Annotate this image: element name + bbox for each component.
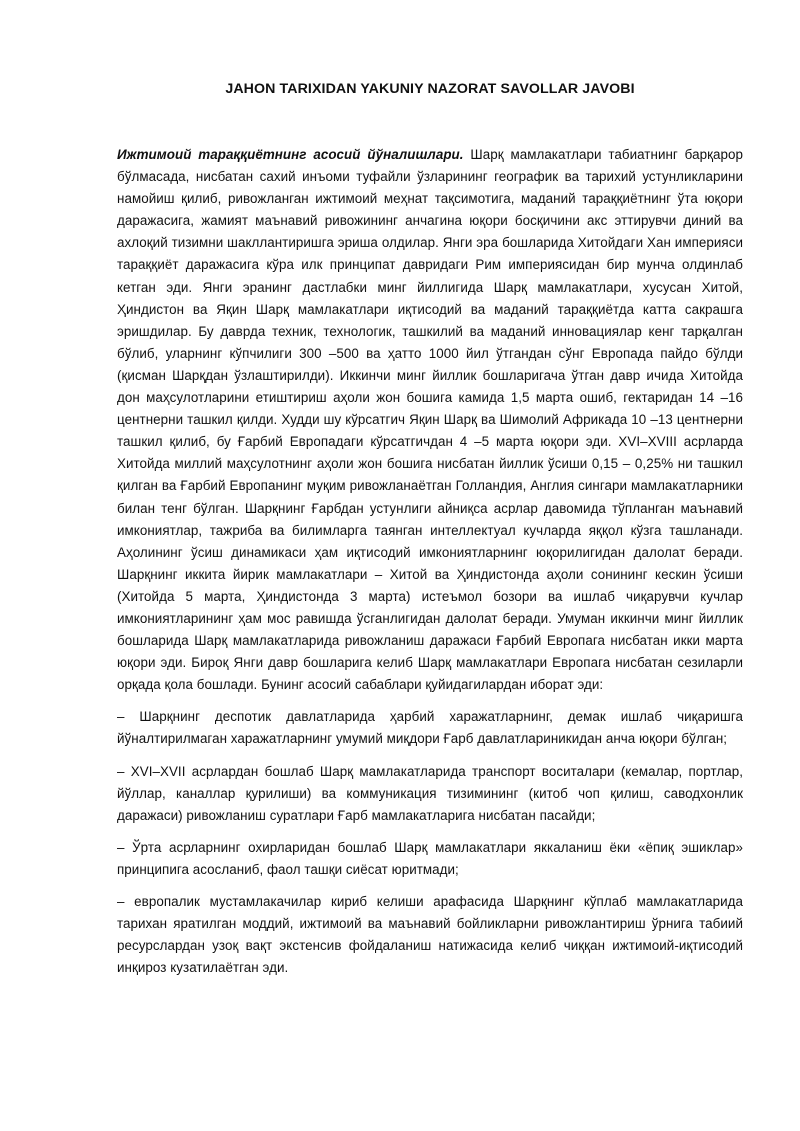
document-title: JAHON TARIXIDAN YAKUNIY NAZORAT SAVOLLAR JAVOBI xyxy=(225,81,635,97)
reason-item-2: – XVI–XVII асрлардан бошлаб Шарқ мамлакатларида транспорт воситалари (кемалар, портлар, йўллар, каналлар қурилиши) ва коммуникация тизимининг (китоб чоп қилиш, саводхонлик даражаси) ривожланиш суратлари Ғарб мамлакатларига нисбатан пасайди; xyxy=(117,763,743,823)
reason-item-4: – европалик мустамлакачилар кириб келиши арафасида Шарқнинг кўплаб мамлакатларида тарихан яратилган моддий, ижтимоий ва маънавий бойликларни ривожлантириш ўрнига табиий ресурслардан узоқ вақт экстенсив фойдаланиш натижасида келиб чиққан ижтимоий-иқтисодий инқироз кузатилаётган эди. xyxy=(117,894,743,976)
intro-paragraph xyxy=(117,144,743,696)
section-heading: Ижтимоий тараққиётнинг асосий йўналишлари. xyxy=(117,147,464,162)
intro-text: Шарқ мамлакатлари табиатнинг барқарор бўлмасада, нисбатан сахий инъоми туфайли ўзларининг географик ва тарихий устунликларини намойиш қилиб, ривожланган ижтимоий меҳнат тақсимотига, маданий тараққиётнинг ўта юқори даражасига, жамият маънавий ривожининг анчагина юқори босқичини акс эттирувчи диний ва ахлоқий тизимни шакллантиришга эриша олдилар. Янги эра бошларида Хитойдаги Хан империяси тараққиёт даражасига кўра илк принципат давридаги Рим империясидан бир мунча олдинлаб кетган эди. Янги эранинг дастлабки минг йиллигида Шарқ мамлакатлари, хусусан Хитой, Ҳиндистон ва Яқин Шарқ мамлакатлари иқтисодий ва маданий тараққиётда катта сакрашга эришдилар. Бу даврда техник, технологик, ташкилий ва маданий инновациялар кенг тарқалган бўлиб, уларнинг кўпчилиги 300 –500 ва ҳатто 1000 йил ўтгандан сўнг Европада пайдо бўлди (қисман Шарқдан ўзлаштирилди). Иккинчи минг йиллик бошларигача ўтган давр ичида Хитойда дон маҳсулотларини етиштириш аҳоли жон бошига камида 1,5 марта ошиб, гектаридан 14 –16 центнерни ташкил қилди. Худди шу кўрсатгич Яқин Шарқ ва Шимолий Африкада 10 –13 центнерни ташкил қилиб, бу Ғарбий Европадаги кўрсатгичдан 4 –5 марта юқори эди. XVI–XVIII асрларда Хитойда миллий маҳсулотнинг аҳоли жон бошига нисбатан йиллик ўсиши 0,15 – 0,25% ни ташкил қилган ва Ғарбий Европанинг муқим ривожланаётган Голландия, Англия сингари мамлакатларники билан тенг бўлган. Шарқнинг Ғарбдан устунлиги айниқса асрлар давомида тўпланган маънавий имкониятлар, тажриба ва билимларга таянган интеллектуал кучларда яққол кўзга ташланади. Аҳолининг ўсиш динамикаси ҳам иқтисодий имкониятларнинг юқорилигидан далолат беради. Шарқнинг иккита йирик мамлакатлари – Хитой ва Ҳиндистонда аҳоли сонининг кескин ўсиши (Хитойда 5 марта, Ҳиндистонда 3 марта) истеъмол бозори ва ишлаб чиқарувчи кучлар имкониятларининг ҳам мос равишда ўсганлигидан далолат беради. Умуман иккинчи минг йиллик бошларида Шарқ мамлакатларида ривожланиш даражаси Ғарбий Европага нисбатан икки марта юқори эди. Бироқ Янги давр бошларига келиб Шарқ мамлакатлари Европага нисбатан сезиларли орқада қола бошлади. Бунинг асосий сабаблари қуйидагилардан иборат эди: xyxy=(117,147,743,693)
document-body xyxy=(117,144,743,979)
reason-item-3: – Ўрта асрларнинг охирларидан бошлаб Шарқ мамлакатлари яккаланиш ёки «ёпиқ эшиклар» принципига асосланиб, фаол ташқи сиёсат юритмади; xyxy=(117,839,743,877)
reason-item-1: – Шарқнинг деспотик давлатларида ҳарбий харажатларнинг, демак ишлаб чиқаришга йўналтирилмаган харажатларнинг умумий миқдори Ғарб давлатлариникидан анча юқори бўлган; xyxy=(117,709,743,747)
